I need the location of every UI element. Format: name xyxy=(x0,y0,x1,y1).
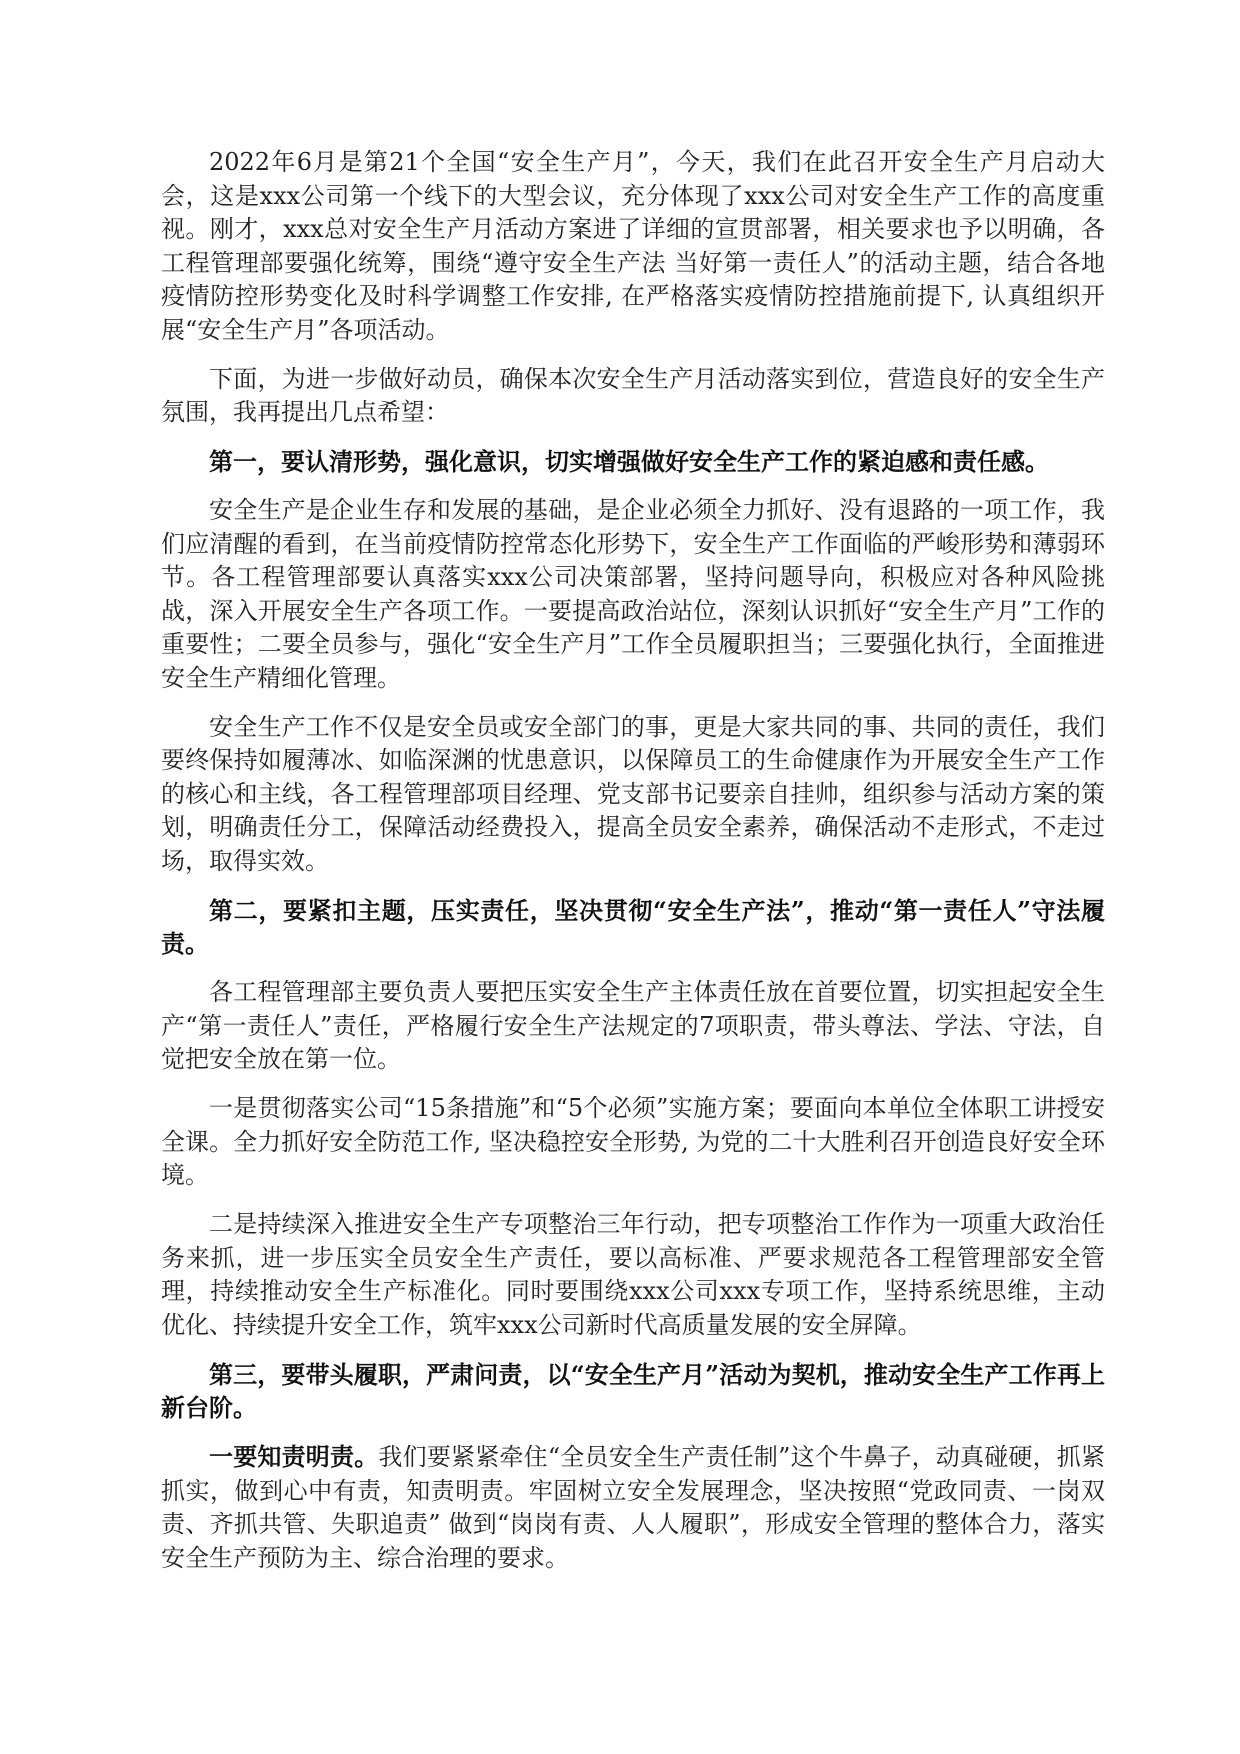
paragraph-intro: 2022年6月是第21个全国“安全生产月”，今天，我们在此召开安全生产月启动大会，这是xxx公司第一个线下的大型会议，充分体现了xxx公司对安全生产工作的高度重视。刚才，xxx总对安全生产月活动方案进了详细的宣贯部署，相关要求也予以明确，各工程管理部要强化统筹，围绕“遵守安全生产法 当好第一责任人”的活动主题，结合各地疫情防控形势变化及时科学调整工作安排, 在严格落实疫情防控措施前提下, 认真组织开展“安全生产月”各项活动。 xyxy=(161,148,1105,344)
paragraph-measures: 一是贯彻落实公司“15条措施”和“5个必须”实施方案；要面向本单位全体职工讲授安全课。全力抓好安全防范工作, 坚决稳控安全形势, 为党的二十大胜利召开创造良好安全环境。 xyxy=(161,1094,1105,1189)
paragraph-rectification: 二是持续深入推进安全生产专项整治三年行动，把专项整治工作作为一项重大政治任务来抓，进一步压实全员安全生产责任，要以高标准、严要求规范各工程管理部安全管理，持续推动安全生产标准化。同时要围绕xxx公司xxx专项工作，坚持系统思维，主动优化、持续提升安全工作，筑牢xxx公司新时代高质量发展的安全屏障。 xyxy=(161,1210,1105,1339)
document-body xyxy=(161,146,1105,1591)
section-heading-3: 第三，要带头履职，严肃问责，以“安全生产月”活动为契机，推动安全生产工作再上新台阶。 xyxy=(161,1359,1105,1422)
paragraph-hopes: 下面，为进一步做好动员，确保本次安全生产月活动落实到位，营造良好的安全生产氛围，我再提出几点希望： xyxy=(161,364,1105,426)
paragraph-lead-phrase: 一要知责明责。 xyxy=(209,1442,379,1471)
section-heading-2: 第二，要紧扣主题，压实责任，坚决贯彻“安全生产法”，推动“第一责任人”守法履责。 xyxy=(161,895,1105,958)
paragraph-know-duty xyxy=(161,1440,1105,1575)
paragraph-foundation: 安全生产是企业生存和发展的基础，是企业必须全力抓好、没有退路的一项工作，我们应清醒的看到，在当前疫情防控常态化形势下，安全生产工作面临的严峻形势和薄弱环节。各工程管理部要认真落实xxx公司决策部署，坚持问题导向，积极应对各种风险挑战，深入开展安全生产各项工作。一要提高政治站位，深刻认识抓好“安全生产月”工作的重要性；二要全员参与，强化“安全生产月”工作全员履职担当；三要强化执行，全面推进安全生产精细化管理。 xyxy=(161,496,1105,692)
paragraph-leaders: 各工程管理部主要负责人要把压实安全生产主体责任放在首要位置，切实担起安全生产“第一责任人”责任，严格履行安全生产法规定的7项职责，带头尊法、学法、守法，自觉把安全放在第一位。 xyxy=(161,978,1105,1073)
paragraph-lead-body: 我们要紧紧牵住“全员安全生产责任制”这个牛鼻子，动真碰硬，抓紧抓实，做到心中有责，知责明责。牢固树立安全发展理念，坚决按照“党政同责、一岗双责、齐抓共管、失职追责” 做到“岗岗有责、人人履职”，形成安全管理的整体合力，落实安全生产预防为主、综合治理的要求。 xyxy=(161,1443,1106,1572)
section-heading-1: 第一，要认清形势，强化意识，切实增强做好安全生产工作的紧迫感和责任感。 xyxy=(209,447,1049,476)
paragraph-responsibility: 安全生产工作不仅是安全员或安全部门的事，更是大家共同的事、共同的责任，我们要终保持如履薄冰、如临深渊的忧患意识，以保障员工的生命健康作为开展安全生产工作的核心和主线，各工程管理部项目经理、党支部书记要亲自挂帅，组织参与活动方案的策划，明确责任分工，保障活动经费投入，提高全员安全素养，确保活动不走形式，不走过场，取得实效。 xyxy=(161,712,1105,875)
